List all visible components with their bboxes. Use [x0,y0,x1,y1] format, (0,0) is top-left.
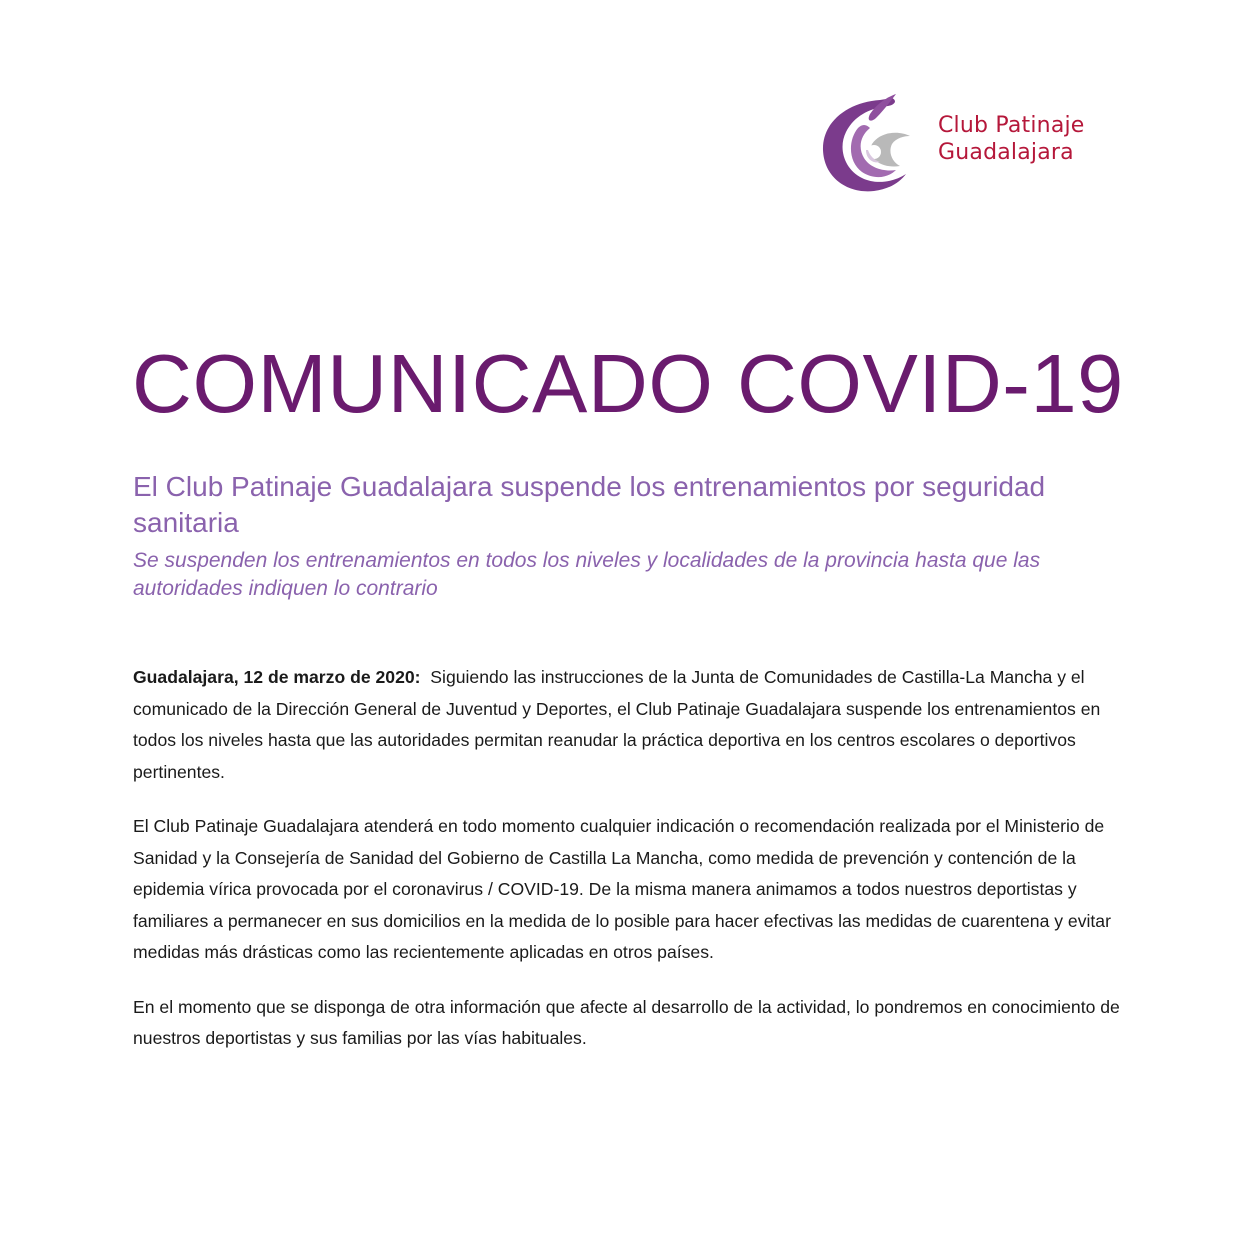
body-paragraph-3: En el momento que se disponga de otra información que afecte al desarrollo de la actividad, lo pondremos en conocimiento de nuestros deportistas y sus familias por las vías habituales. [133,996,1120,1048]
club-name-line1: Club Patinaje [938,113,1085,138]
club-name [938,112,1085,166]
club-logo [818,92,1118,196]
body-paragraph-1 [133,662,1123,788]
lead-paragraph: Se suspenden los entrenamientos en todos los niveles y localidades de la provincia hasta que las autoridades indiquen lo contrario [133,549,1041,600]
article-body [133,662,1123,1078]
body-paragraph-1-text: Siguiendo las instrucciones de la Junta de Comunidades de Castilla-La Mancha y el comunicado de la Dirección General de Juventud y Deportes, el Club Patinaje Guadalajara suspende los entrenamientos en todos los niveles hasta que las autoridades permitan reanudar la práctica deportiva en los centros escolares o deportivos pertinentes. [133,667,1101,782]
skater-swirl-logo-icon [818,92,918,196]
club-name-line2: Guadalajara [938,140,1074,165]
body-paragraph-2: El Club Patinaje Guadalajara atenderá en todo momento cualquier indicación o recomendación realizada por el Ministerio de Sanidad y la Consejería de Sanidad del Gobierno de Castilla La Mancha, como medida de prevención y contención de la epidemia vírica provocada por el coronavirus / COVID-19. De la misma manera animamos a todos nuestros deportistas y familiares a permanecer en sus domicilios en la medida de lo posible para hacer efectivas las medidas de cuarentena y evitar medidas más drásticas como las recientemente aplicadas en otros países. [133,816,1111,962]
headline: El Club Patinaje Guadalajara suspende los entrenamientos por seguridad sanitaria [133,471,1046,538]
page-title: COMUNICADO COVID-19 [132,337,1124,430]
dateline: Guadalajara, 12 de marzo de 2020: [133,667,421,687]
